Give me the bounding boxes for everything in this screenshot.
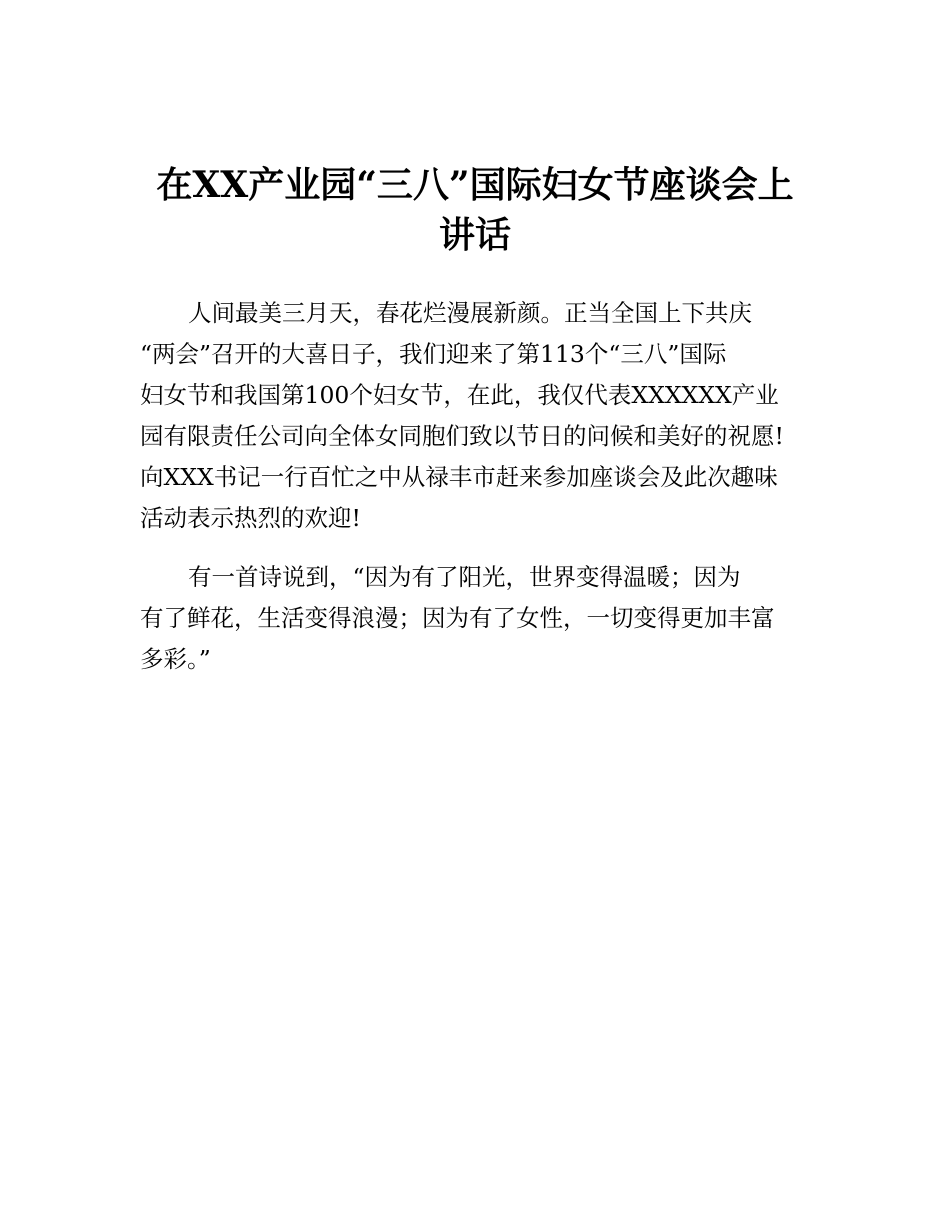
paragraph-line: 向XXX书记一行百忙之中从禄丰市赶来参加座谈会及此次趣味 (140, 463, 778, 491)
paragraph-line: 多彩。” (140, 645, 211, 673)
paragraph-2 (140, 557, 820, 680)
paragraph-line: 园有限责任公司向全体女同胞们致以节日的问候和美好的祝愿! (140, 422, 784, 450)
title-line-1: 在XX产业园“三八”国际妇女节座谈会上 (156, 164, 794, 206)
document-title (100, 160, 850, 260)
paragraph-line: 妇女节和我国第100个妇女节，在此，我仅代表XXXXXX产业 (140, 381, 779, 409)
paragraph-line: 有了鲜花，生活变得浪漫；因为有了女性，一切变得更加丰富 (140, 604, 775, 632)
paragraph-line: 人间最美三月天，春花烂漫展新颜。正当全国上下共庆 (188, 299, 752, 327)
paragraph-line: 活动表示热烈的欢迎! (140, 504, 361, 532)
title-line-2: 讲话 (438, 214, 511, 256)
paragraph-line: 有一首诗说到，“因为有了阳光，世界变得温暖；因为 (188, 563, 741, 591)
document-body (140, 293, 820, 698)
paragraph-1 (140, 293, 820, 539)
paragraph-line: “两会”召开的大喜日子，我们迎来了第113个“三八”国际 (140, 340, 727, 368)
